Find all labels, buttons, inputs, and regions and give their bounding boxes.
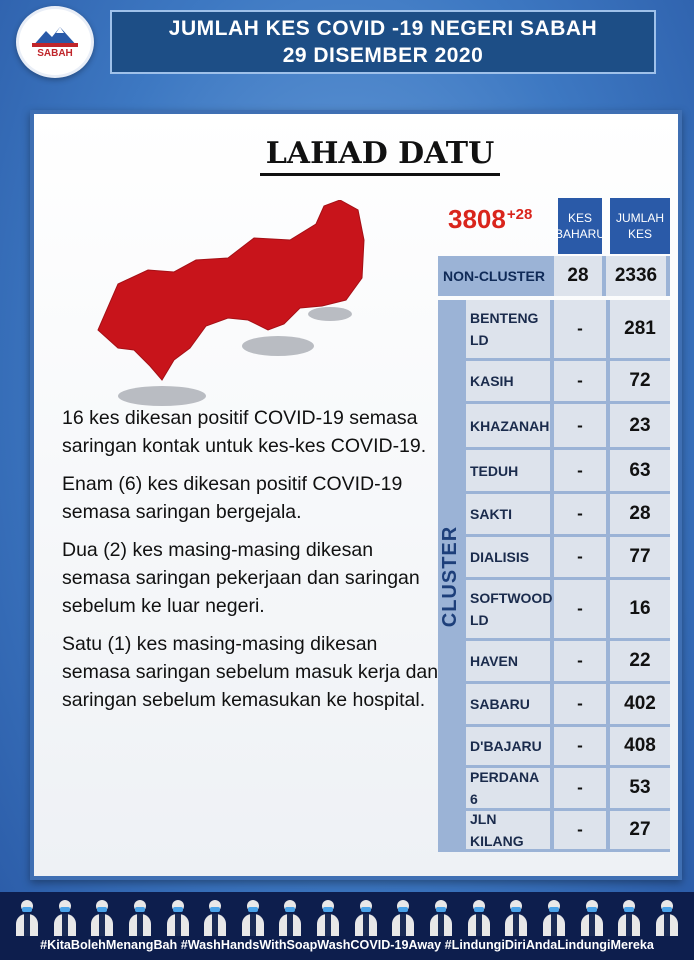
masked-person-icon <box>127 898 153 936</box>
new-cases-value: +28 <box>506 206 533 223</box>
cluster-rows <box>466 300 670 852</box>
cluster-total: 402 <box>610 684 670 724</box>
total-cases-value: 3808 <box>448 204 506 234</box>
district-title: LAHAD DATU <box>260 136 500 176</box>
cluster-new: - <box>554 450 606 491</box>
masked-person-icon <box>14 898 40 936</box>
masked-person-icon <box>428 898 454 936</box>
cluster-name: SOFTWOOD LD <box>466 580 550 638</box>
page-header <box>110 10 656 74</box>
table-row <box>466 580 670 638</box>
cluster-name: D'BAJARU <box>466 727 550 765</box>
cluster-total: 23 <box>610 404 670 447</box>
noncluster-new: 28 <box>554 256 602 296</box>
masked-person-icon <box>466 898 492 936</box>
cluster-new: - <box>554 641 606 681</box>
cluster-name: JLN KILANG <box>466 811 550 849</box>
description-paragraph-3: Dua (2) kes masing-masing dikesan semasa saringan pekerjaan dan saringan sebelum ke luar negeri. <box>62 539 420 617</box>
cluster-total: 281 <box>610 300 670 358</box>
footer-hashtags: #KitaBolehMenangBah #WashHandsWithSoapWashCOVID-19Away #LindungiDiriAndaLindungiMereka <box>40 938 654 952</box>
masked-person-icon <box>390 898 416 936</box>
masked-people-icon <box>14 896 680 936</box>
cluster-name: KASIH <box>466 361 550 401</box>
sabah-mountain-logo-icon <box>32 25 78 47</box>
cluster-total: 53 <box>610 768 670 808</box>
table-row <box>466 641 670 681</box>
cluster-new: - <box>554 537 606 577</box>
cluster-name: KHAZANAH <box>466 404 550 447</box>
cluster-new: - <box>554 494 606 534</box>
masked-person-icon <box>315 898 341 936</box>
cluster-new: - <box>554 580 606 638</box>
masked-person-icon <box>52 898 78 936</box>
footer-banner <box>0 892 694 960</box>
cluster-name: PERDANA 6 <box>466 768 550 808</box>
cluster-new: - <box>554 300 606 358</box>
cluster-name: BENTENG LD <box>466 300 550 358</box>
masked-person-icon <box>165 898 191 936</box>
column-header-total-line1: JUMLAH <box>615 211 664 225</box>
table-row <box>466 361 670 401</box>
sabah-logo <box>16 6 94 78</box>
header-title: JUMLAH KES COVID -19 NEGERI SABAH <box>168 17 598 40</box>
description-paragraph-1: 16 kes dikesan positif COVID-19 semasa saringan kontak untuk kes-kes COVID-19. <box>62 407 427 457</box>
cluster-total: 16 <box>610 580 670 638</box>
cluster-name: HAVEN <box>466 641 550 681</box>
cluster-total: 63 <box>610 450 670 491</box>
masked-person-icon <box>503 898 529 936</box>
masked-person-icon <box>353 898 379 936</box>
cluster-name: SAKTI <box>466 494 550 534</box>
masked-person-icon <box>579 898 605 936</box>
masked-person-icon <box>277 898 303 936</box>
cluster-new: - <box>554 768 606 808</box>
table-row <box>466 811 670 849</box>
case-description <box>62 404 442 724</box>
cluster-new: - <box>554 727 606 765</box>
cluster-label-text: CLUSTER <box>439 525 462 627</box>
table-row <box>466 494 670 534</box>
lahad-datu-map-icon <box>78 200 368 410</box>
noncluster-row <box>438 256 670 296</box>
table-row <box>466 537 670 577</box>
cluster-total: 77 <box>610 537 670 577</box>
description-paragraph-2: Enam (6) kes dikesan positif COVID-19 semasa saringan bergejala. <box>62 473 403 523</box>
cluster-label <box>438 300 464 852</box>
cluster-new: - <box>554 811 606 849</box>
masked-person-icon <box>89 898 115 936</box>
cluster-total: 408 <box>610 727 670 765</box>
masked-person-icon <box>616 898 642 936</box>
header-date: 29 DISEMBER 2020 <box>282 44 484 67</box>
cluster-total: 22 <box>610 641 670 681</box>
column-header-total-line2: KES <box>627 227 652 241</box>
table-row <box>466 450 670 491</box>
masked-person-icon <box>240 898 266 936</box>
column-header-total-cases <box>610 198 670 254</box>
district-panel <box>30 110 682 880</box>
cluster-new: - <box>554 404 606 447</box>
column-header-new-line1: KES <box>568 211 593 225</box>
table-row <box>466 768 670 808</box>
column-header-new-line2: BAHARU <box>555 227 606 241</box>
masked-person-icon <box>202 898 228 936</box>
table-row <box>466 684 670 724</box>
cluster-total: 27 <box>610 811 670 849</box>
column-header-new-cases <box>555 198 606 254</box>
cluster-table <box>438 300 670 852</box>
cluster-total: 72 <box>610 361 670 401</box>
noncluster-label: NON-CLUSTER <box>443 268 545 284</box>
cluster-name: SABARU <box>466 684 550 724</box>
cluster-name: DIALISIS <box>466 537 550 577</box>
noncluster-total: 2336 <box>606 256 666 296</box>
logo-text: SABAH <box>37 48 73 59</box>
total-cases <box>448 204 560 248</box>
cluster-name: TEDUH <box>466 450 550 491</box>
table-row <box>466 404 670 447</box>
cluster-new: - <box>554 684 606 724</box>
cluster-total: 28 <box>610 494 670 534</box>
masked-person-icon <box>541 898 567 936</box>
cluster-new: - <box>554 361 606 401</box>
table-row <box>466 300 670 358</box>
masked-person-icon <box>654 898 680 936</box>
description-paragraph-4: Satu (1) kes masing-masing dikesan semasa saringan sebelum masuk kerja dan saringan sebelum kemasukan ke hospital. <box>62 633 439 711</box>
table-row <box>466 727 670 765</box>
